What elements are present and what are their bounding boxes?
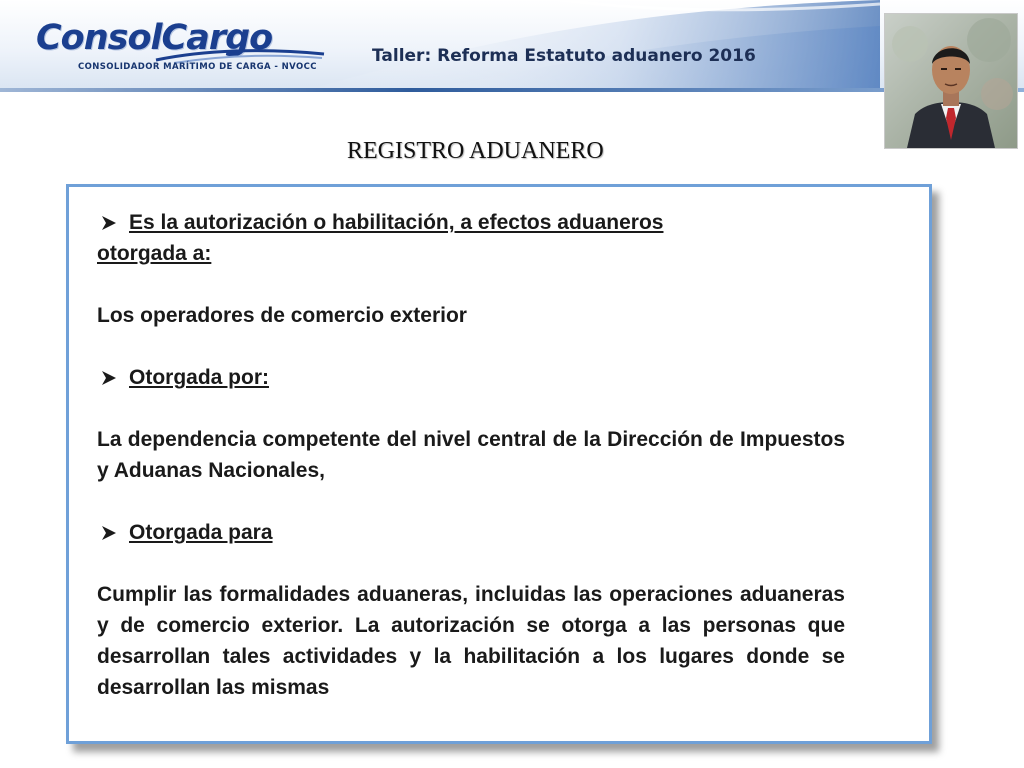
bullet-heading: Otorgada para	[129, 521, 273, 544]
bullet-heading-line2: otorgada a:	[97, 242, 212, 265]
header-banner	[0, 0, 1024, 92]
bullet-item-otorgada-por	[97, 362, 845, 393]
arrow-bullet-icon	[101, 525, 117, 541]
logo-subtitle: CONSOLIDADOR MARÍTIMO DE CARGA - NVOCC	[78, 62, 317, 72]
slide-body	[97, 207, 845, 703]
bullet-heading-continuation	[97, 238, 845, 269]
arrow-bullet-icon	[101, 370, 117, 386]
bullet-heading: Es la autorización o habilitación, a efectos aduaneros	[129, 211, 664, 234]
bullet-heading: Otorgada por:	[129, 366, 269, 389]
presenter-photo	[884, 13, 1018, 149]
bullet-item-definition	[97, 207, 845, 238]
logo-wordmark: ConsolCargo	[36, 18, 273, 58]
consolcargo-logo	[36, 18, 317, 78]
content-panel	[66, 184, 932, 744]
bullet-item-otorgada-para	[97, 517, 845, 548]
paragraph-formalidades: Cumplir las formalidades aduaneras, incluidas las operaciones aduaneras y de comercio exterior. La autorización se otorga a las personas que desarrollan tales actividades y la habilitación a los lugares donde se desarrollan las mismas	[97, 583, 845, 699]
page-title: REGISTRO ADUANERO	[347, 138, 604, 164]
arrow-bullet-icon	[101, 215, 117, 231]
workshop-title: Taller: Reforma Estatuto aduanero 2016	[372, 46, 756, 66]
person-portrait-icon	[885, 14, 1017, 148]
paragraph-dependencia: La dependencia competente del nivel central de la Dirección de Impuestos y Aduanas Nacionales,	[97, 428, 845, 482]
paragraph-operadores: Los operadores de comercio exterior	[97, 304, 467, 327]
header-divider	[0, 88, 1024, 92]
